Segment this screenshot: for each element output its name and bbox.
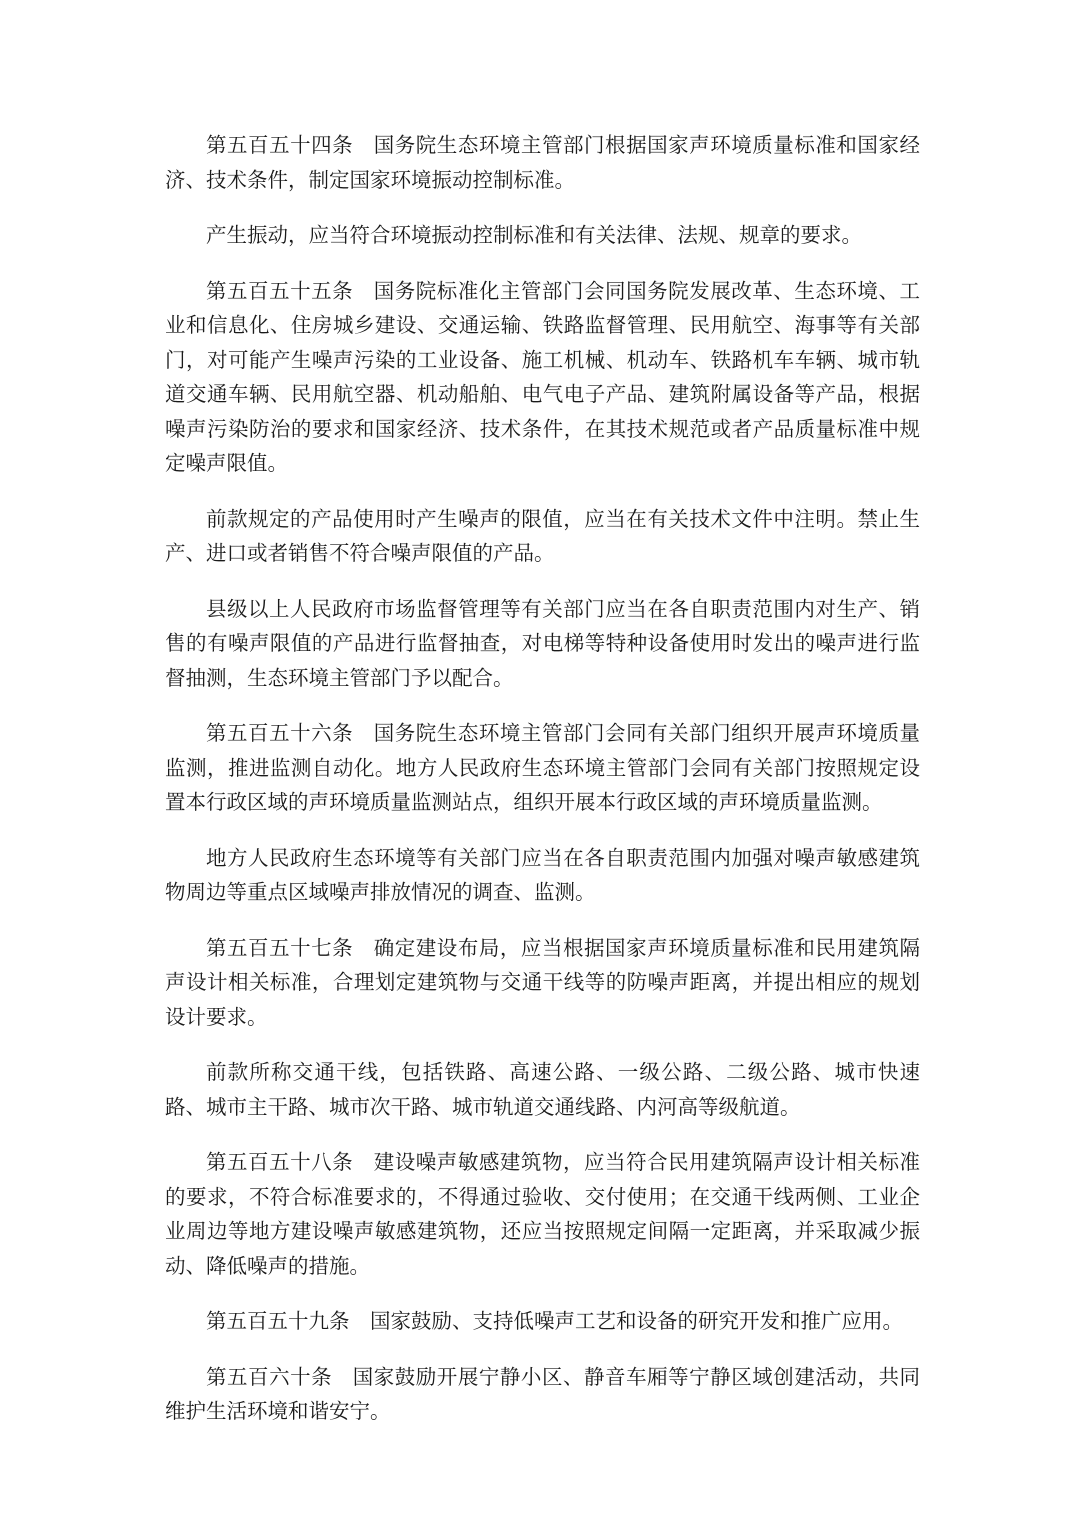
paragraph-article-560 xyxy=(165,1360,920,1429)
article-number: 第五百五十七条 xyxy=(206,935,354,960)
paragraph-text: 建设噪声敏感建筑物，应当符合民用建筑隔声设计相关标准的要求，不符合标准要求的，不得通过验收、交付使用；在交通干线两侧、工业企业周边等地方建设噪声敏感建筑物，还应当按照规定间隔一定距离，并采取减少振动、降低噪声的措施。 xyxy=(165,1150,920,1278)
paragraph-traffic-trunk-lines xyxy=(165,1055,920,1124)
article-number: 第五百五十六条 xyxy=(206,721,354,745)
paragraph-text: 地方人民政府生态环境等有关部门应当在各自职责范围内加强对噪声敏感建筑物周边等重点区域噪声排放情况的调查、监测。 xyxy=(165,845,920,904)
paragraph-text: 产生振动，应当符合环境振动控制标准和有关法律、法规、规章的要求。 xyxy=(206,223,862,247)
paragraph-text: 国家鼓励、支持低噪声工艺和设备的研究开发和推广应用。 xyxy=(370,1309,903,1333)
paragraph-article-554 xyxy=(165,128,920,197)
paragraph-text: 确定建设布局，应当根据国家声环境质量标准和民用建筑隔声设计相关标准，合理划定建筑物与交通干线等的防噪声距离，并提出相应的规划设计要求。 xyxy=(165,935,920,1029)
article-number: 第五百六十条 xyxy=(206,1364,333,1389)
paragraph-article-556 xyxy=(165,716,920,820)
paragraph-market-supervision xyxy=(165,592,920,696)
paragraph-article-557 xyxy=(165,931,920,1035)
paragraph-text: 前款所称交通干线，包括铁路、高速公路、一级公路、二级公路、城市快速路、城市主干路、城市次干路、城市轨道交通线路、内河高等级航道。 xyxy=(165,1060,920,1119)
paragraph-product-noise-limit xyxy=(165,502,920,571)
article-number: 第五百五十八条 xyxy=(206,1150,354,1174)
document-body xyxy=(165,128,920,1450)
paragraph-text: 国务院标准化主管部门会同国务院发展改革、生态环境、工业和信息化、住房城乡建设、交通运输、铁路监督管理、民用航空、海事等有关部门，对可能产生噪声污染的工业设备、施工机械、机动车、铁路机车车辆、城市轨道交通车辆、民用航空器、机动船舶、电气电子产品、建筑附属设备等产品，根据噪声污染防治的要求和国家经济、技术条件，在其技术规范或者产品质量标准中规定噪声限值。 xyxy=(165,278,920,475)
paragraph-article-559 xyxy=(165,1304,920,1339)
paragraph-text: 国务院生态环境主管部门根据国家声环境质量标准和国家经济、技术条件，制定国家环境振动控制标准。 xyxy=(165,133,920,192)
article-number: 第五百五十五条 xyxy=(206,278,354,303)
paragraph-vibration-requirement xyxy=(165,218,920,253)
article-number: 第五百五十四条 xyxy=(206,133,354,157)
article-number: 第五百五十九条 xyxy=(206,1309,350,1333)
paragraph-text: 国务院生态环境主管部门会同有关部门组织开展声环境质量监测，推进监测自动化。地方人民政府生态环境主管部门会同有关部门按照规定设置本行政区域的声环境质量监测站点，组织开展本行政区域的声环境质量监测。 xyxy=(165,721,920,814)
paragraph-local-monitoring xyxy=(165,841,920,910)
paragraph-article-555 xyxy=(165,274,920,481)
paragraph-article-558 xyxy=(165,1145,920,1283)
paragraph-text: 前款规定的产品使用时产生噪声的限值，应当在有关技术文件中注明。禁止生产、进口或者销售不符合噪声限值的产品。 xyxy=(165,506,920,565)
paragraph-text: 国家鼓励开展宁静小区、静音车厢等宁静区域创建活动，共同维护生活环境和谐安宁。 xyxy=(165,1364,920,1423)
paragraph-text: 县级以上人民政府市场监督管理等有关部门应当在各自职责范围内对生产、销售的有噪声限值的产品进行监督抽查，对电梯等特种设备使用时发出的噪声进行监督抽测，生态环境主管部门予以配合。 xyxy=(165,596,920,690)
